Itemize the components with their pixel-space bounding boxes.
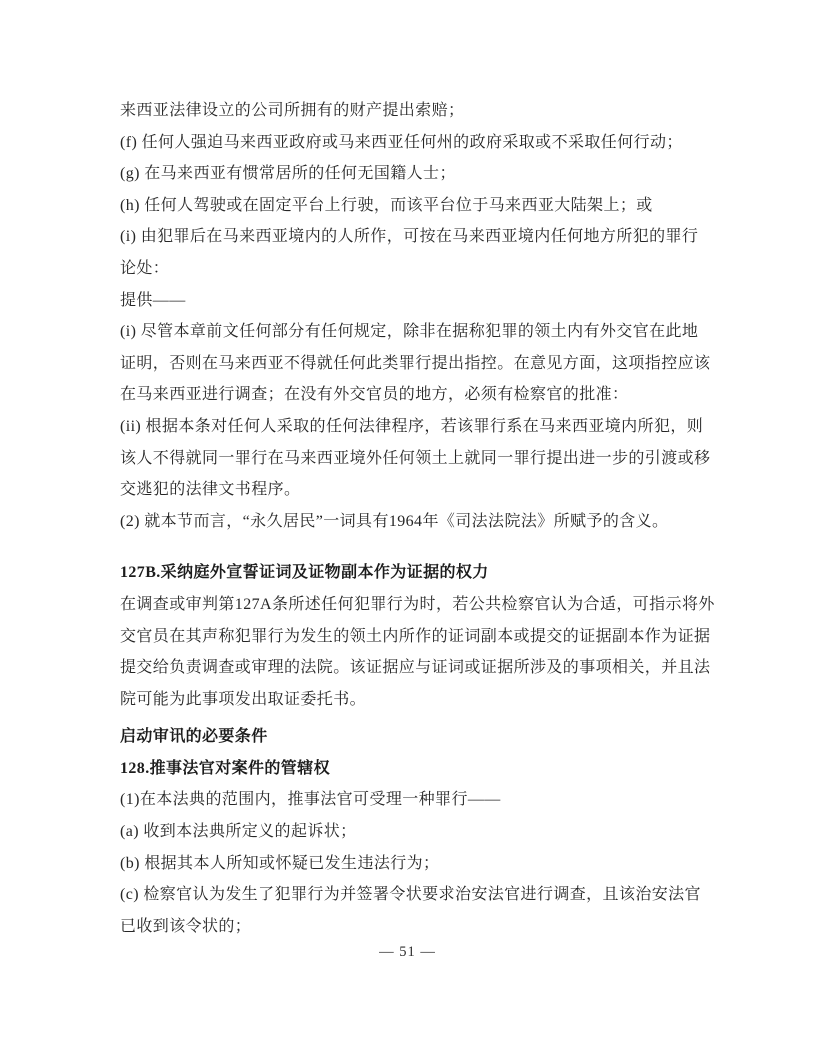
text-line: 证明，否则在马来西亚不得就任何此类罪行提出指控。在意见方面，这项指控应该 <box>120 354 711 372</box>
text-line: 在马来西亚进行调查；在没有外交官员的地方，必须有检察官的批准： <box>120 386 629 404</box>
text-line: (f) 任何人强迫马来西亚政府或马来西亚任何州的政府采取或不采取任何行动； <box>120 133 683 151</box>
text-line: (1)在本法典的范围内，推事法官可受理一种罪行—— <box>120 791 501 809</box>
text-line: 在调查或审判第127A条所述任何犯罪行为时，若公共检察官认为合适，可指示将外 <box>120 595 715 613</box>
text-line: (h) 任何人驾驶或在固定平台上行驶，而该平台位于马来西亚大陆架上；或 <box>120 196 653 214</box>
text-line: 已收到该令状的； <box>120 917 252 935</box>
page-number: — 51 — <box>379 944 436 960</box>
document-body <box>120 95 720 942</box>
text-line: 论处： <box>120 259 170 277</box>
document-section <box>120 721 720 753</box>
text-line: 提供—— <box>120 291 186 309</box>
section-heading: 128.推事法官对案件的管辖权 <box>120 759 331 777</box>
text-line: (g) 在马来西亚有惯常居所的任何无国籍人士； <box>120 165 456 183</box>
text-line: 院可能为此事项发出取证委托书。 <box>120 690 367 708</box>
text-line: 交官员在其声称犯罪行为发生的领土内所作的证词副本或提交的证据副本作为证据 <box>120 627 711 645</box>
text-line: 来西亚法律设立的公司所拥有的财产提出索赔； <box>120 102 465 119</box>
text-line: (ii) 根据本条对任何人采取的任何法律程序，若该罪行系在马来西亚境内所犯，则 <box>120 417 704 435</box>
document-section <box>120 557 720 715</box>
document-section <box>120 753 720 943</box>
text-line: (c) 检察官认为发生了犯罪行为并签署令状要求治安法官进行调查，且该治安法官 <box>120 886 701 904</box>
text-line: 交逃犯的法律文书程序。 <box>120 481 301 499</box>
text-line: 该人不得就同一罪行在马来西亚境外任何领土上就同一罪行提出进一步的引渡或移 <box>120 449 711 467</box>
text-line: (2) 就本节而言，“永久居民”一词具有1964年《司法法院法》所赋予的含义。 <box>120 512 669 530</box>
text-line: (i) 尽管本章前文任何部分有任何规定，除非在据称犯罪的领土内有外交官在此地 <box>120 323 699 341</box>
text-line: (i) 由犯罪后在马来西亚境内的人所作，可按在马来西亚境内任何地方所犯的罪行 <box>120 228 699 246</box>
text-line: 提交给负责调查或审理的法院。该证据应与证词或证据所涉及的事项相关，并且法 <box>120 659 711 677</box>
section-heading: 127B.采纳庭外宣誓证词及证物副本作为证据的权力 <box>120 564 489 582</box>
text-line: (a) 收到本法典所定义的起诉状； <box>120 823 357 841</box>
text-line: (b) 根据其本人所知或怀疑已发生违法行为； <box>120 854 440 872</box>
section-heading: 启动审讯的必要条件 <box>120 728 268 746</box>
document-section <box>120 95 720 537</box>
